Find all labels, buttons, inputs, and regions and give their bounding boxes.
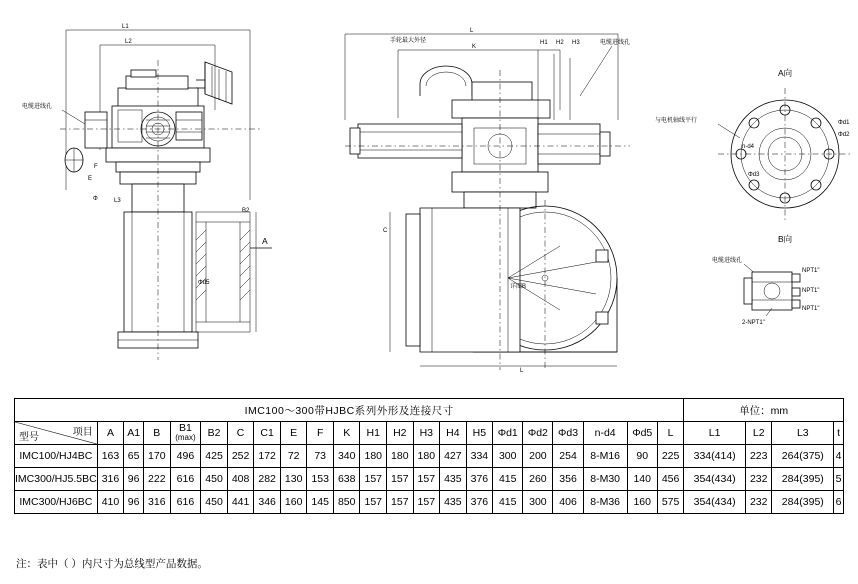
cell: 200 <box>523 445 553 468</box>
svg-text:NPT1": NPT1" <box>802 306 820 312</box>
cell: 170 <box>144 445 171 468</box>
svg-text:L2: L2 <box>125 39 132 45</box>
svg-text:A向: A向 <box>778 68 793 78</box>
svg-text:H3: H3 <box>572 40 580 46</box>
cell: 575 <box>657 491 684 514</box>
svg-text:L: L <box>470 28 474 34</box>
cell: 222 <box>144 468 171 491</box>
col-C: C <box>227 422 254 445</box>
cell: 456 <box>657 468 684 491</box>
col-L3: L3 <box>772 422 834 445</box>
svg-text:与电机轴线平行: 与电机轴线平行 <box>655 118 698 124</box>
svg-text:K: K <box>472 44 477 50</box>
cell: 300 <box>523 491 553 514</box>
cell: 334(414) <box>684 445 746 468</box>
cell: 180 <box>360 445 387 468</box>
cell: 153 <box>307 468 334 491</box>
corner-型号: 型号 <box>19 432 39 443</box>
unit-label: 单位：mm <box>684 399 844 422</box>
col-H1: H1 <box>360 422 387 445</box>
cell: 300 <box>493 445 523 468</box>
svg-text:n-d4: n-d4 <box>742 144 755 150</box>
svg-text:Φd2: Φd2 <box>838 132 850 138</box>
svg-text:2-NPT1": 2-NPT1" <box>742 320 765 326</box>
cell: 316 <box>144 491 171 514</box>
cell: 334 <box>466 445 493 468</box>
cell: 8-M30 <box>583 468 627 491</box>
svg-text:Φd5: Φd5 <box>198 280 210 286</box>
cell: 232 <box>745 491 772 514</box>
col-H4: H4 <box>440 422 467 445</box>
col-H3: H3 <box>413 422 440 445</box>
cell: 180 <box>413 445 440 468</box>
svg-text:E: E <box>88 176 93 182</box>
svg-text:B2: B2 <box>242 208 250 214</box>
col-d5: Φd5 <box>627 422 657 445</box>
table-row <box>15 491 844 514</box>
col-H2: H2 <box>387 422 414 445</box>
cell: 157 <box>387 491 414 514</box>
corner-項目: 项目 <box>72 427 93 438</box>
col-d3: Φd3 <box>553 422 583 445</box>
cell: 427 <box>440 445 467 468</box>
cell: 6 <box>834 491 844 514</box>
svg-text:L: L <box>520 368 524 374</box>
col-d1: Φd1 <box>493 422 523 445</box>
svg-text:A: A <box>262 236 268 246</box>
cell: 5 <box>834 468 844 491</box>
cell: 157 <box>360 468 387 491</box>
cell: 172 <box>254 445 281 468</box>
cell: 415 <box>493 468 523 491</box>
cell: 65 <box>124 445 144 468</box>
cell: 130 <box>280 468 307 491</box>
col-A: A <box>97 422 124 445</box>
cell: 850 <box>333 491 360 514</box>
cell: 408 <box>227 468 254 491</box>
cell: 157 <box>413 491 440 514</box>
table-note: 注：表中（ ）内尺寸为总线型产品数据。 <box>16 558 208 570</box>
cell: 496 <box>170 445 201 468</box>
col-L: L <box>657 422 684 445</box>
table-row <box>15 445 844 468</box>
svg-text:F: F <box>94 164 98 170</box>
cell: 160 <box>280 491 307 514</box>
cell: 96 <box>124 468 144 491</box>
svg-text:手轮最大外径: 手轮最大外径 <box>390 38 427 44</box>
cell: 356 <box>553 468 583 491</box>
cell: 90 <box>627 445 657 468</box>
cell: 8-M36 <box>583 491 627 514</box>
cell: 180 <box>387 445 414 468</box>
svg-text:H1: H1 <box>540 40 548 46</box>
cell: 638 <box>333 468 360 491</box>
col-nd4: n-d4 <box>583 422 627 445</box>
cell: 72 <box>280 445 307 468</box>
cell: 225 <box>657 445 684 468</box>
col-t: t <box>834 422 844 445</box>
cell: 157 <box>413 468 440 491</box>
svg-text:Φd1: Φd1 <box>838 120 850 126</box>
cell: 616 <box>170 468 201 491</box>
cell: 223 <box>745 445 772 468</box>
cell: 157 <box>387 468 414 491</box>
col-E: E <box>280 422 307 445</box>
svg-text:电缆进线孔: 电缆进线孔 <box>600 40 631 46</box>
col-F: F <box>307 422 334 445</box>
cell: 96 <box>124 491 144 514</box>
col-C1: C1 <box>254 422 281 445</box>
col-B1: B1 (max) <box>170 422 201 445</box>
table-title-row <box>15 399 844 422</box>
cell: 254 <box>553 445 583 468</box>
cell: 410 <box>97 491 124 514</box>
cell: 354(434) <box>684 468 746 491</box>
col-L2: L2 <box>745 422 772 445</box>
cell: 264(375) <box>772 445 834 468</box>
row-model: IMC300/HJ6BC <box>15 491 98 514</box>
cell: 406 <box>553 491 583 514</box>
cell: 157 <box>360 491 387 514</box>
svg-text:详图B: 详图B <box>510 284 527 290</box>
cell: 8-M16 <box>583 445 627 468</box>
center-elevation-view <box>345 28 630 374</box>
cell: 160 <box>627 491 657 514</box>
col-A1: A1 <box>124 422 144 445</box>
svg-text:Φd3: Φd3 <box>748 172 760 178</box>
col-B2: B2 <box>201 422 228 445</box>
cell: 415 <box>493 491 523 514</box>
spec-table <box>14 398 844 514</box>
cell: 616 <box>170 491 201 514</box>
cell: 354(434) <box>684 491 746 514</box>
cell: 163 <box>97 445 124 468</box>
cell: 316 <box>97 468 124 491</box>
svg-text:L3: L3 <box>114 198 121 204</box>
row-model: IMC100/HJ4BC <box>15 445 98 468</box>
svg-text:L1: L1 <box>122 24 129 30</box>
cell: 282 <box>254 468 281 491</box>
col-B: B <box>144 422 171 445</box>
view-a-flange <box>655 68 852 220</box>
view-b-detail <box>712 234 819 326</box>
col-K: K <box>333 422 360 445</box>
svg-text:NPT1": NPT1" <box>802 268 820 274</box>
cell: 252 <box>227 445 254 468</box>
cell: 376 <box>466 468 493 491</box>
cell: 4 <box>834 445 844 468</box>
cell: 435 <box>440 468 467 491</box>
cell: 260 <box>523 468 553 491</box>
spec-table-wrapper <box>14 398 844 514</box>
svg-text:电缆进线孔: 电缆进线孔 <box>712 258 743 264</box>
svg-text:Φ: Φ <box>93 196 98 202</box>
cell: 425 <box>201 445 228 468</box>
table-header-row <box>15 422 844 445</box>
cell: 73 <box>307 445 334 468</box>
cell: 435 <box>440 491 467 514</box>
svg-text:H2: H2 <box>556 40 564 46</box>
col-H5: H5 <box>466 422 493 445</box>
cell: 441 <box>227 491 254 514</box>
cell: 145 <box>307 491 334 514</box>
cell: 284(395) <box>772 491 834 514</box>
cell: 140 <box>627 468 657 491</box>
table-title: IMC100～300带HJBC系列外形及连接尺寸 <box>15 399 684 422</box>
cell: 450 <box>201 491 228 514</box>
cell: 340 <box>333 445 360 468</box>
svg-text:B向: B向 <box>778 234 793 244</box>
cell: 284(395) <box>772 468 834 491</box>
left-elevation-view <box>22 24 272 360</box>
table-row <box>15 468 844 491</box>
col-d2: Φd2 <box>523 422 553 445</box>
cell: 232 <box>745 468 772 491</box>
header-corner-cell <box>15 422 98 445</box>
cell: 346 <box>254 491 281 514</box>
row-model: IMC300/HJ5.5BC <box>15 468 98 491</box>
svg-text:NPT1": NPT1" <box>802 288 820 294</box>
col-L1: L1 <box>684 422 746 445</box>
cell: 376 <box>466 491 493 514</box>
svg-text:电缆进线孔: 电缆进线孔 <box>22 104 53 110</box>
cell: 450 <box>201 468 228 491</box>
svg-text:C: C <box>383 228 388 234</box>
